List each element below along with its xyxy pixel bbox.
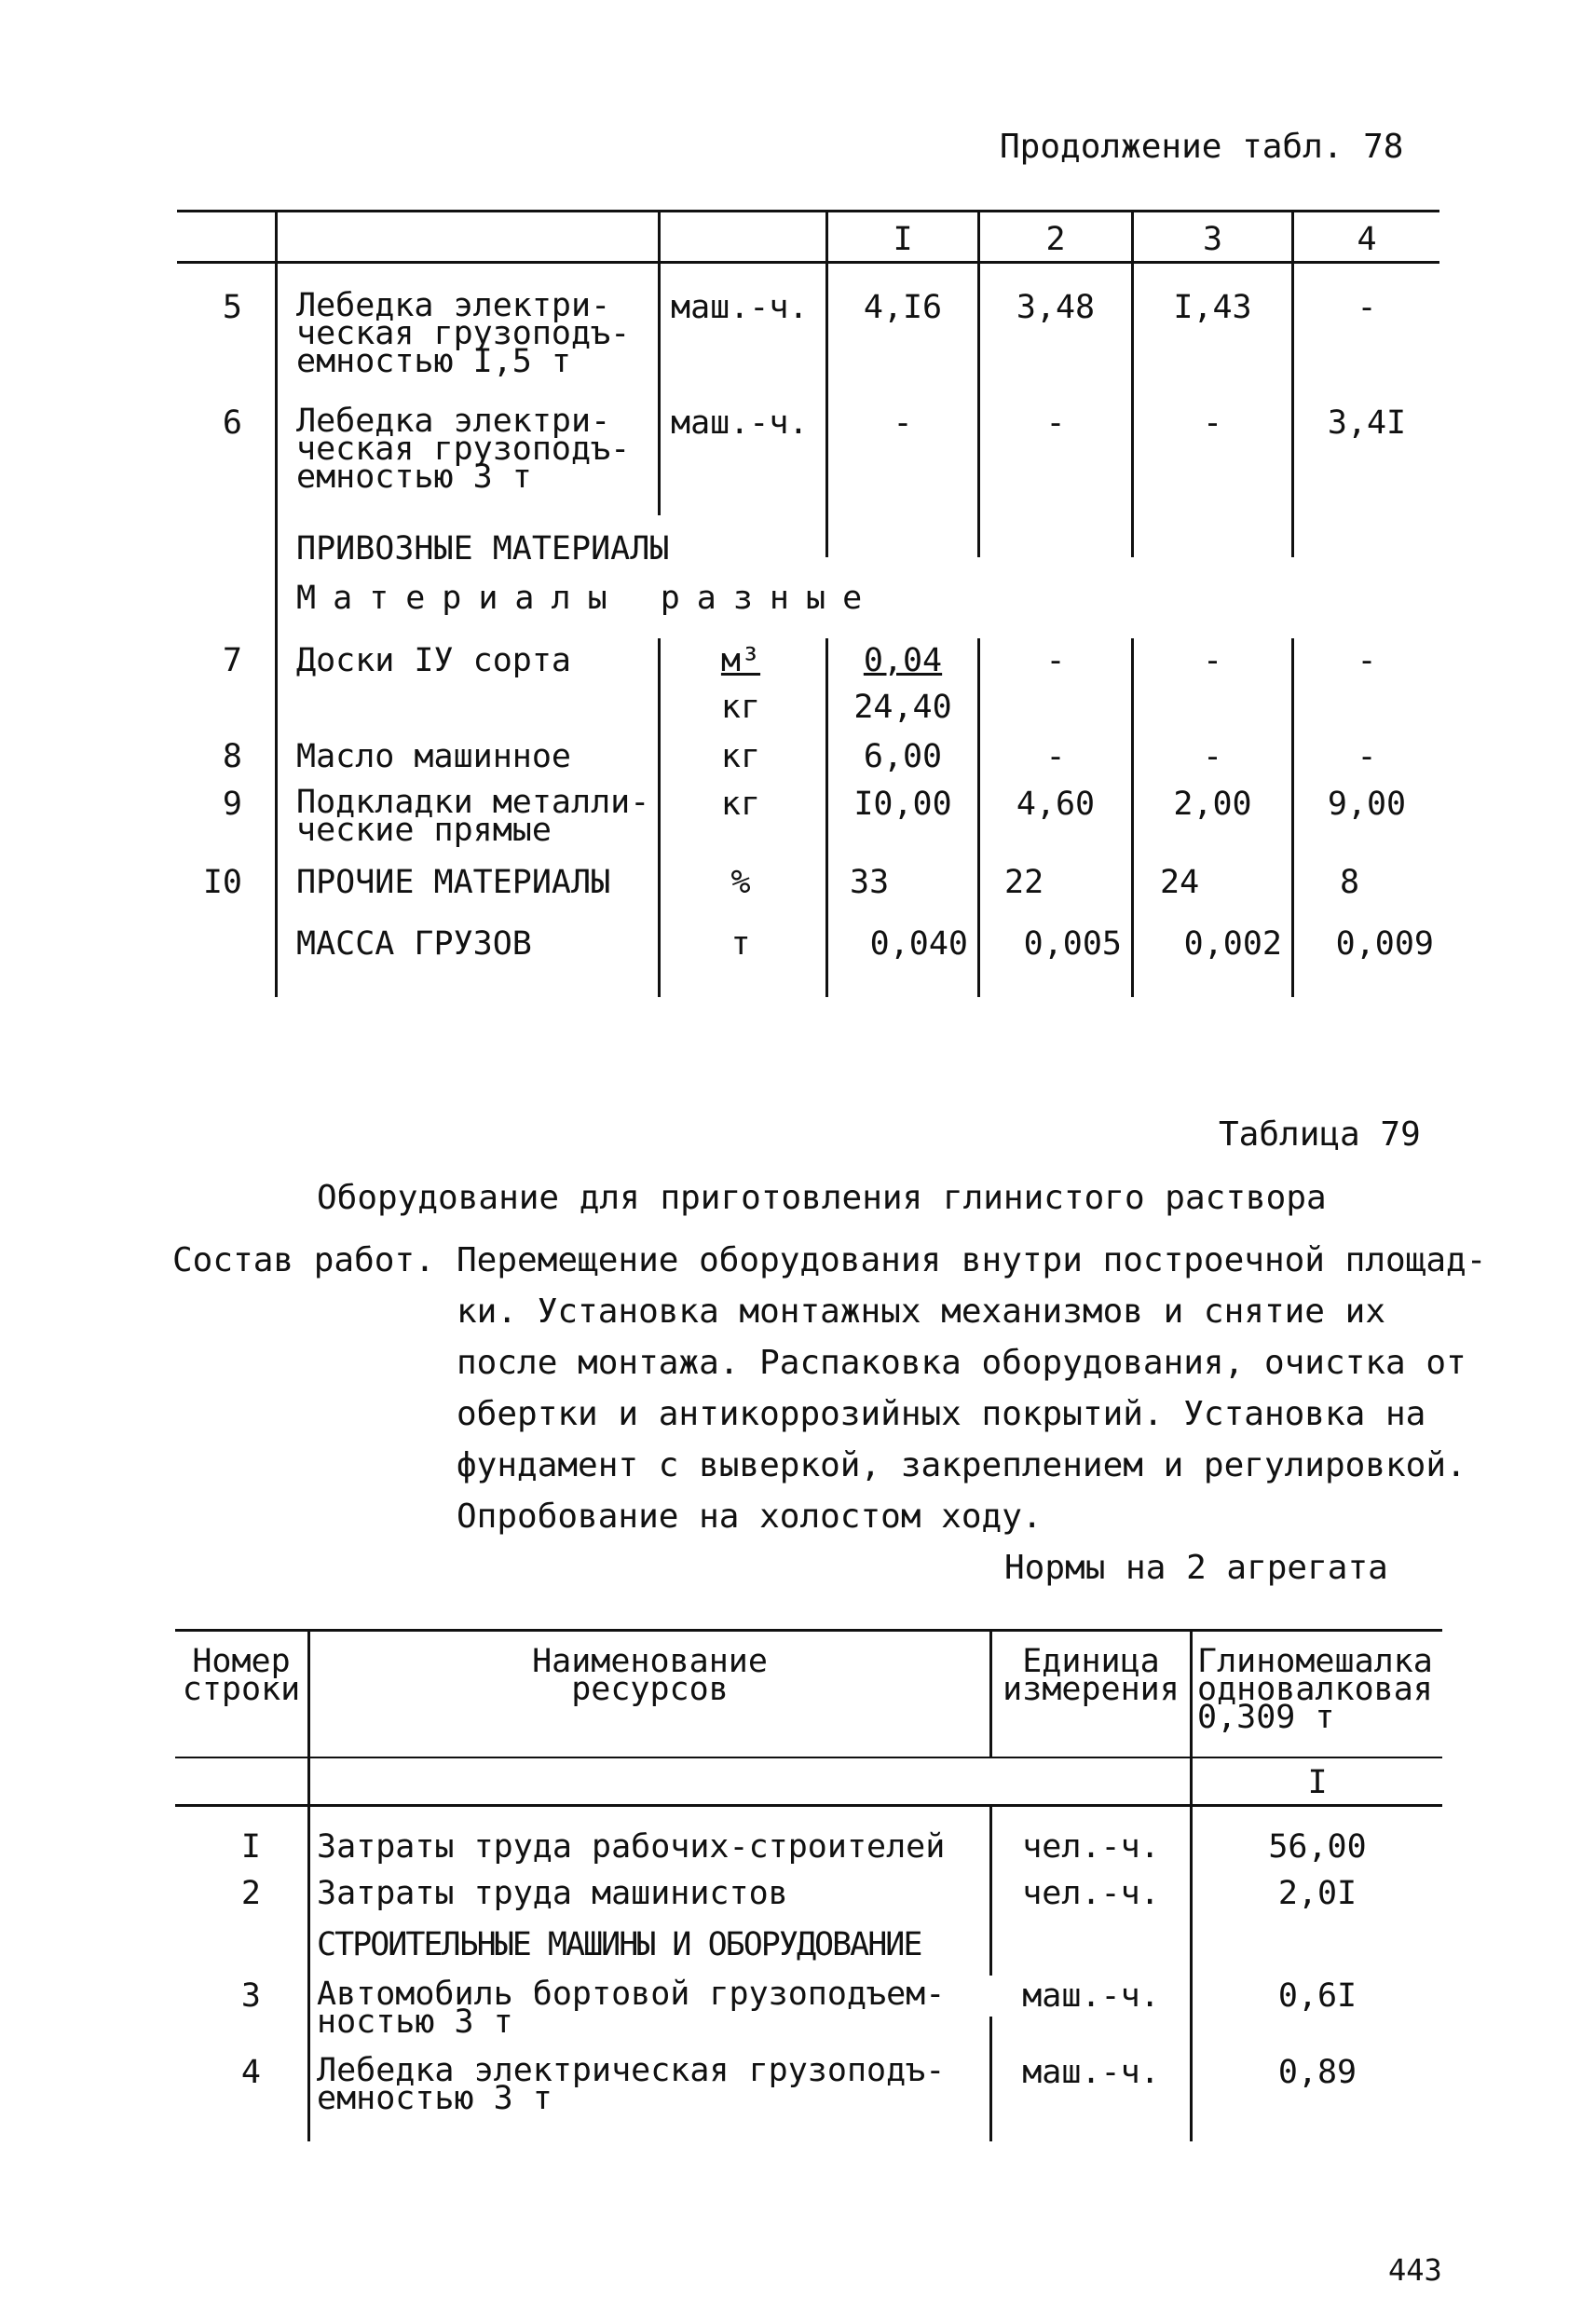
value-col3: 2,00 <box>1173 786 1252 823</box>
section-various-materials: Материалы разные <box>296 580 880 617</box>
unit: маш.-ч. <box>1022 1977 1160 2015</box>
col-divider <box>977 212 980 557</box>
row-number: 6 <box>222 404 242 442</box>
value-col4: - <box>1357 738 1377 775</box>
col-divider <box>307 1631 310 2141</box>
row-number: 7 <box>222 642 242 679</box>
col-header-3: 3 <box>1202 221 1223 258</box>
header-resource-name: Наименование ресурсов <box>532 1643 768 1708</box>
value-col3: 24 <box>1160 864 1200 901</box>
col-header-1: I <box>893 221 913 258</box>
norms-label: Нормы на 2 агрегата <box>1004 1549 1388 1587</box>
resource-name: Затраты труда машинистов <box>317 1875 788 1912</box>
value-col3: - <box>1202 738 1223 775</box>
value-col1: 33 <box>850 864 890 901</box>
value-col3: - <box>1202 642 1223 679</box>
row-number: 2 <box>240 1875 261 1912</box>
unit: маш.-ч. <box>671 289 809 326</box>
resource-name: Автомобиль бортовой грузоподъем- ностью 3 т <box>317 1976 946 2041</box>
resource-name: Подкладки металли- ческие прямые <box>296 784 650 849</box>
value-col1: I0,00 <box>853 786 952 823</box>
work-line: обертки и антикоррозийных покрытий. Установка на <box>457 1395 1426 1433</box>
work-line: Опробование на холостом ходу. <box>457 1497 1043 1536</box>
row-number: 9 <box>222 786 242 823</box>
value: 2,0I <box>1277 1875 1357 1912</box>
unit: маш.-ч. <box>1022 2054 1160 2091</box>
unit: т <box>730 925 751 963</box>
unit: кг <box>720 786 761 823</box>
resource-name: ПРОЧИЕ МАТЕРИАЛЫ <box>296 864 611 901</box>
header-unit: Единица измерения <box>1003 1643 1180 1708</box>
row-number: I0 <box>202 864 242 901</box>
unit: м³ <box>720 642 761 679</box>
col-divider <box>658 638 661 997</box>
col-divider <box>1131 212 1134 557</box>
unit: чел.-ч. <box>1022 1828 1160 1866</box>
col-header-2: 2 <box>1045 221 1066 258</box>
section-imported-materials: ПРИВОЗНЫЕ МАТЕРИАЛЫ <box>296 530 670 567</box>
value-col4: 0,009 <box>1335 925 1434 963</box>
value: 0,6I <box>1277 1977 1357 2015</box>
value-col3: I,43 <box>1173 289 1252 326</box>
header-equipment: Глиномешалка одновалковая 0,309 т <box>1197 1643 1433 1736</box>
page-number: 443 <box>1388 2252 1442 2288</box>
value-col1: 0,04 <box>863 642 943 679</box>
value-col2: - <box>1045 404 1066 442</box>
resource-name: Затраты труда рабочих-строителей <box>317 1828 946 1866</box>
header-row-number: Номер строки <box>182 1643 301 1708</box>
value-col1: 6,00 <box>863 738 943 775</box>
header-col-number: I <box>1307 1764 1328 1801</box>
col-divider <box>658 212 661 515</box>
resource-name: Лебедка электрическая грузоподъ- емностью 3 т <box>317 2052 946 2117</box>
continuation-label: Продолжение табл. 78 <box>1000 128 1404 166</box>
col-divider <box>275 212 278 997</box>
row-number: I <box>240 1828 261 1866</box>
value-col1: 0,040 <box>869 925 968 963</box>
value-col1: - <box>893 404 913 442</box>
value-col3: 0,002 <box>1183 925 1282 963</box>
table-header-rule <box>175 1757 1442 1758</box>
unit: маш.-ч. <box>671 404 809 442</box>
table-79-title: Оборудование для приготовления глинистого раствора <box>317 1179 1327 1217</box>
row-number: 5 <box>222 289 242 326</box>
value-col2: - <box>1045 642 1066 679</box>
value-col3: - <box>1202 404 1223 442</box>
col-divider <box>825 212 828 557</box>
value-col4: 8 <box>1340 864 1360 901</box>
value-col4: 9,00 <box>1327 786 1407 823</box>
value-col2: 0,005 <box>1023 925 1122 963</box>
resource-name: Доски IУ сорта <box>296 642 572 679</box>
value: 56,00 <box>1268 1828 1367 1866</box>
value-col2: 3,48 <box>1016 289 1096 326</box>
resource-name: Лебедка электри- ческая грузоподъ- емностью I,5 т <box>296 287 631 380</box>
value-col2: 22 <box>1004 864 1044 901</box>
unit: % <box>730 864 751 901</box>
value-col4: 3,4I <box>1327 404 1407 442</box>
table-79-label: Таблица 79 <box>1219 1115 1421 1154</box>
col-header-4: 4 <box>1357 221 1377 258</box>
resource-name: МАССА ГРУЗОВ <box>296 925 532 963</box>
work-composition-label: Состав работ. <box>172 1241 435 1279</box>
section-construction-machines: СТРОИТЕЛЬНЫЕ МАШИНЫ И ОБОРУДОВАНИЕ <box>317 1926 921 1963</box>
value-col2: - <box>1045 738 1066 775</box>
work-line: после монтажа. Распаковка оборудования, очистка от <box>457 1344 1466 1382</box>
table-header-rule <box>177 261 1439 264</box>
unit: чел.-ч. <box>1022 1875 1160 1912</box>
work-line: ки. Установка монтажных механизмов и снятие их <box>457 1292 1385 1331</box>
resource-name: Масло машинное <box>296 738 572 775</box>
table-top-rule <box>177 210 1439 212</box>
value-col2: 4,60 <box>1016 786 1096 823</box>
col-divider <box>1291 212 1294 557</box>
work-line: Перемещение оборудования внутри построечной площад- <box>457 1241 1487 1279</box>
unit: кг <box>720 738 761 775</box>
row-number: 4 <box>240 2054 261 2091</box>
resource-name: Лебедка электри- ческая грузоподъ- емностью 3 т <box>296 403 631 496</box>
work-line: фундамент с выверкой, закреплением и регулировкой. <box>457 1446 1466 1484</box>
value-col1: 24,40 <box>853 689 952 726</box>
value-col4: - <box>1357 289 1377 326</box>
value: 0,89 <box>1277 2054 1357 2091</box>
unit: кг <box>720 689 761 726</box>
row-number: 8 <box>222 738 242 775</box>
value-col1: 4,I6 <box>863 289 943 326</box>
row-number: 3 <box>240 1977 261 2015</box>
value-col4: - <box>1357 642 1377 679</box>
table-top-rule <box>175 1629 1442 1632</box>
table-subheader-rule <box>175 1804 1442 1807</box>
